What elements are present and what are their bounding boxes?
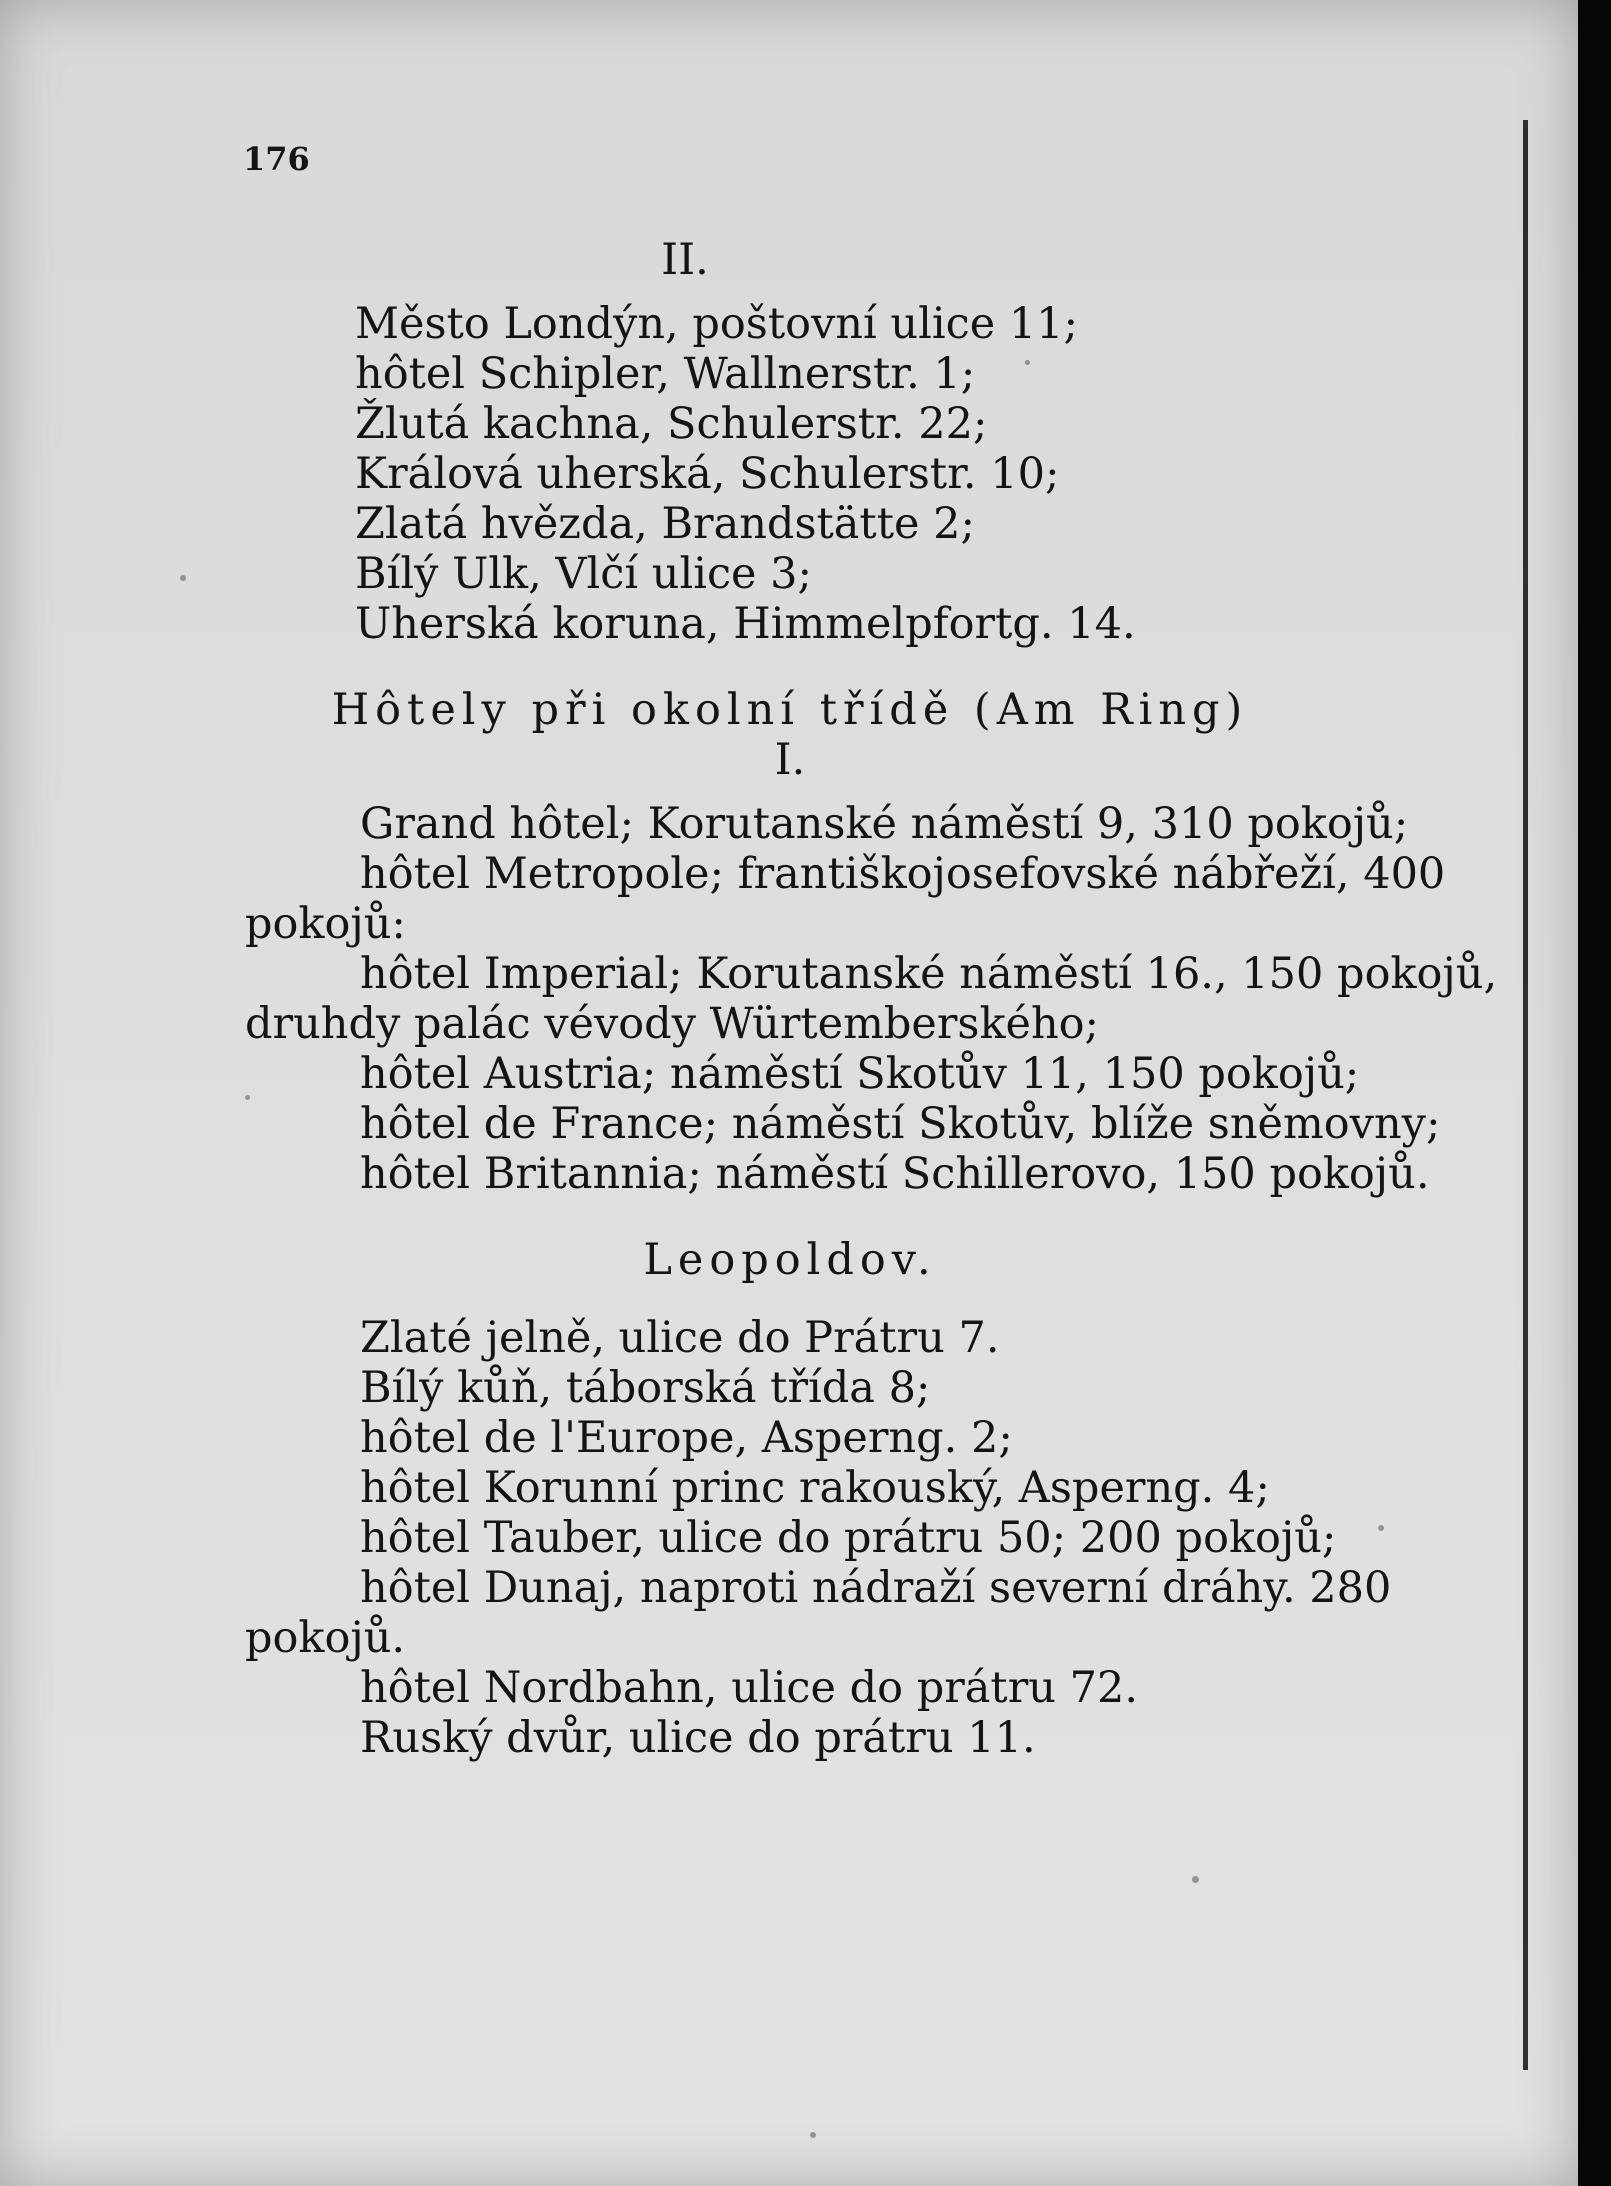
paper-speck (1025, 360, 1030, 365)
section-ii-line: Žlutá kachna, Schulerstr. 22; (355, 399, 988, 449)
leopoldov-line: Bílý kůň, táborská třída 8; (360, 1363, 931, 1413)
section-ii-line: hôtel Schipler, Wallnerstr. 1; (355, 349, 976, 399)
text-block (245, 235, 1498, 1763)
section-ii-line: Město Londýn, poštovní ulice 11; (355, 299, 1079, 349)
leopoldov-line: pokojů. (245, 1613, 406, 1663)
paper-speck (1192, 1876, 1199, 1883)
ring-section-line: hôtel de France; náměstí Skotův, blíže sněmovny; (360, 1099, 1441, 1149)
leopoldov-heading: Leopoldov. (643, 1235, 937, 1285)
leopoldov-line: hôtel Tauber, ulice do prátru 50; 200 pokojů; (360, 1513, 1337, 1563)
page-edge-shadow (1523, 120, 1528, 2070)
paper-speck (180, 575, 186, 581)
paper-speck (810, 2132, 816, 2138)
leopoldov-line: hôtel Dunaj, naproti nádraží severní dráhy. 280 (360, 1563, 1392, 1613)
section-ii-line: Uherská koruna, Himmelpfortg. 14. (355, 599, 1136, 649)
ring-section-line: druhdy palác vévody Würtemberského; (245, 999, 1100, 1049)
ring-section-line: hôtel Metropole; františkojosefovské nábřeží, 400 (360, 849, 1446, 899)
book-spine-shadow (1578, 0, 1611, 2186)
page-number: 176 (243, 140, 310, 178)
section-ii-line: Králová uherská, Schulerstr. 10; (355, 449, 1060, 499)
section-ii-line: Zlatá hvězda, Brandstätte 2; (355, 499, 975, 549)
ring-section-line: hôtel Austria; náměstí Skotův 11, 150 pokojů; (360, 1049, 1360, 1099)
leopoldov-line: Ruský dvůr, ulice do prátru 11. (360, 1713, 1036, 1763)
section-ii-line: Bílý Ulk, Vlčí ulice 3; (355, 549, 813, 599)
ring-section-line: hôtel Britannia; náměstí Schillerovo, 150 pokojů. (360, 1149, 1430, 1199)
ring-section-line: Grand hôtel; Korutanské náměstí 9, 310 pokojů; (360, 799, 1409, 849)
leopoldov-line: Zlaté jelně, ulice do Prátru 7. (360, 1313, 1000, 1363)
ring-section-heading: Hôtely při okolní třídě (Am Ring) (331, 685, 1249, 735)
ring-section-subheading: I. (774, 735, 806, 785)
ring-section-line: hôtel Imperial; Korutanské náměstí 16., 150 pokojů, (360, 949, 1498, 999)
paper-speck (245, 1095, 250, 1100)
section-ii-heading: II. (661, 235, 709, 285)
paper-speck (1378, 1525, 1384, 1531)
leopoldov-line: hôtel de l'Europe, Asperng. 2; (360, 1413, 1013, 1463)
ring-section-line: pokojů: (245, 899, 406, 949)
leopoldov-line: hôtel Korunní princ rakouský, Asperng. 4; (360, 1463, 1270, 1513)
leopoldov-line: hôtel Nordbahn, ulice do prátru 72. (360, 1663, 1138, 1713)
